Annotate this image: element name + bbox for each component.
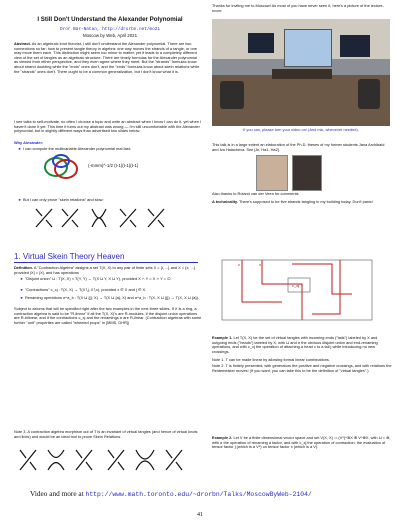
label-x2: x [259, 262, 261, 267]
definition-after: Subject to axioms that will be specified right after the two examples in the next three slides. If X is a ring, a contraction algebra is said to be "R-linear" if all the T(X, X)'s are R-modules, if the disjoint union operations are R-bilinear, and if the contractions c_xj and the renamings σ are R-linear. (Contraction algebras with some further "unit" properties are called "wheeled props" in [MMS, DHR]) [14, 306, 202, 325]
definition [14, 266, 202, 275]
skein-crossings-row [34, 207, 184, 229]
example-1-note-1: Note 1. T can be made linear by allowing formal linear combinations. [212, 357, 330, 362]
footer-url[interactable]: http://www.math.toronto.edu/~drorbn/Talks/MoscowByWeb-2104/ [85, 491, 312, 498]
definition-line-1: "Disjoint union" ⊔ : T(X, X) × T(Y, Y) → T(X ⊔ Y, X ⊔ Y), provided X ∩ Y = X ∩ Y = ∅. [24, 276, 172, 281]
example-2-label: Example 2. [212, 435, 233, 440]
section-rule [14, 262, 198, 263]
definition-item-2: ► "Contractions" c_xj : T(X, X) → T(X∖j, X∖x), provided x ∈ X and j ∈ X. [20, 287, 147, 292]
definition-line-3: Renaming operations σ^a_b : T(X ⊔ {j}, X) → T(X ⊔ {a}, X) and σ^a_b : T(X, X ⊔ {j}) → T(X, X ⊔ {a}). [24, 295, 200, 300]
definition-label: Definition. [14, 265, 34, 270]
bullet-skein-text: But I can only prove "skein relations" and slow: [22, 197, 104, 202]
technicality-text: There's supposed to be five strands tangling in my building today. Don't panic! [238, 199, 373, 204]
definition-item-1: ► "Disjoint union" ⊔ : T(X, X) × T(Y, Y) → T(X ⊔ Y, X ⊔ Y), provided X ∩ Y = X ∩ Y = ∅. [20, 276, 172, 281]
section-title: 1. Virtual Skein Theory Heaven [14, 252, 125, 261]
example-1 [212, 336, 392, 354]
technicality [212, 200, 390, 205]
definition-line-0: A "Contraction Algebra" assigns a set T(X, X) to any pair of finite sets X = {i, ...} and X = {x, ...} provided |X| = |X|, and has operations [14, 265, 196, 275]
motto: I see talks to self-motivate, so often I choose a topic and write an abstract when I know I can do it, yet when I haven't done it yet. This time it turns out my abstract was wrong — I'm still uncomfortable with the Alexander polynomial, but in slightly different ways than advertised two slides below. [14, 119, 202, 134]
photo-caption: If you can, please turn your video on! (And mic, whenever needed). [243, 127, 359, 132]
example-1-text: Let T(X, X) be the set of virtual tangles with incoming ends ("tails") labeled by X and outgoing ends ("heads") labeled by X, with ⊔ and σ the obvious disjoint union and end-renaming operations, and with c_xj the operation of attaching a head x to a tail j while introducing no new crossings. [212, 335, 378, 354]
knot-illustration [42, 153, 82, 183]
venue-line: Moscow by Web, April 2021 [82, 33, 138, 38]
footer [30, 490, 390, 499]
example-1-label: Example 1. [212, 335, 233, 340]
portrait-archibald [256, 155, 288, 191]
thanks-roland: Also thanks to Roland van der Veen for comments. [212, 191, 300, 196]
bullet-compute-text: I can compute the multivariable Alexander polynomial real fast: [22, 146, 131, 151]
why-label: Why Alexander: [14, 140, 44, 145]
author-line[interactable]: Dror Bar-Natan, http://drorbn.net/mo21 [59, 27, 161, 32]
example-2-text: Let V be a finite dimensional vector space and set V(X, X) := (V*)^⊗X ⊗ V^⊗X, with ⊔ = ⊗, with σ the operation of renaming a factor, and with c_xj the operation of contraction: the evaluation of tensor factor j (which is a V*) on tensor factor x (which is a V). [212, 435, 391, 450]
label-cxj: c_xj [292, 283, 300, 288]
definition-item-3: ► Renaming operations σ^a_b : T(X ⊔ {j}, X) → T(X ⊔ {a}, X) and σ^a_b : T(X, X ⊔ {j}) → T(X, X ⊔ {a}). [20, 295, 200, 300]
skein-diagrams-row [16, 448, 196, 472]
tangle-diagram [222, 254, 382, 324]
example-1-note-2: Note 2. T is finitely presented, with generators the positive and negative crossings, and with relations the Reidemeister moves! (If you want, you can take this to be the definition of "virtual tangles".) [212, 363, 392, 373]
lecture-room-photo [212, 19, 390, 126]
alexander-formula: (-mmm)^-1/2 (t-1)(t-1)(t-1) [88, 163, 139, 168]
note-3: Note 3. A contraction algebra morphism out of T is an invariant of virtual tangles (and hence of virtual knots and links) and would be an ideal tool to prove Skein Relations. [14, 429, 198, 439]
footer-prefix: Video and more at [30, 489, 84, 498]
page-number: 41 [197, 512, 203, 518]
collab-text: This talk is in a large extent an elaboration of the Ph.D. theses of my former students Jana Archibald and Iva Halacheva. See [Ar, Ha1, Ha2]. [212, 142, 385, 152]
page-title: I Still Don't Understand the Alexander Polynomial [37, 16, 183, 23]
bullet-skein: ► But I can only prove "skein relations" and slow: [18, 197, 104, 202]
bullet-compute: ► I can compute the multivariable Alexander polynomial real fast: [18, 146, 131, 151]
technicality-label: A technicality. [212, 199, 238, 204]
definition-line-2: "Contractions" c_xj : T(X, X) → T(X∖j, X∖x), provided x ∈ X and j ∈ X. [24, 287, 147, 292]
label-x: x [238, 262, 240, 267]
abstract-text: As an algebraic knot theorist, I still don't understand the Alexander polynomial. There are two connections so far: how to present tangle theory in algebra: one way moves the strands of a tangle, or one may move them each. This distinction might seem too minor to matter, yet it leads to a completely different view of the set of tangles as an algebraic structure. There are timely formulas for the Alexander polynomial as viewed from either perspective, and they even agree where they meet. But the "strands" formulas know about strand doubling while the "ends" ones don't, and the "ends" formulas know about skein relations while the "strands" ones don't. There ought to be a common generalization, but I don't know what it is. [14, 41, 200, 74]
portrait-halacheva [292, 155, 322, 191]
abstract-label: Abstract. [14, 41, 31, 46]
thanks-top: Thanks for inviting me to Moscow! As most of you have never seen it, here's a picture of the lecture-room: [212, 3, 384, 13]
abstract [14, 42, 202, 74]
example-2 [212, 436, 392, 450]
